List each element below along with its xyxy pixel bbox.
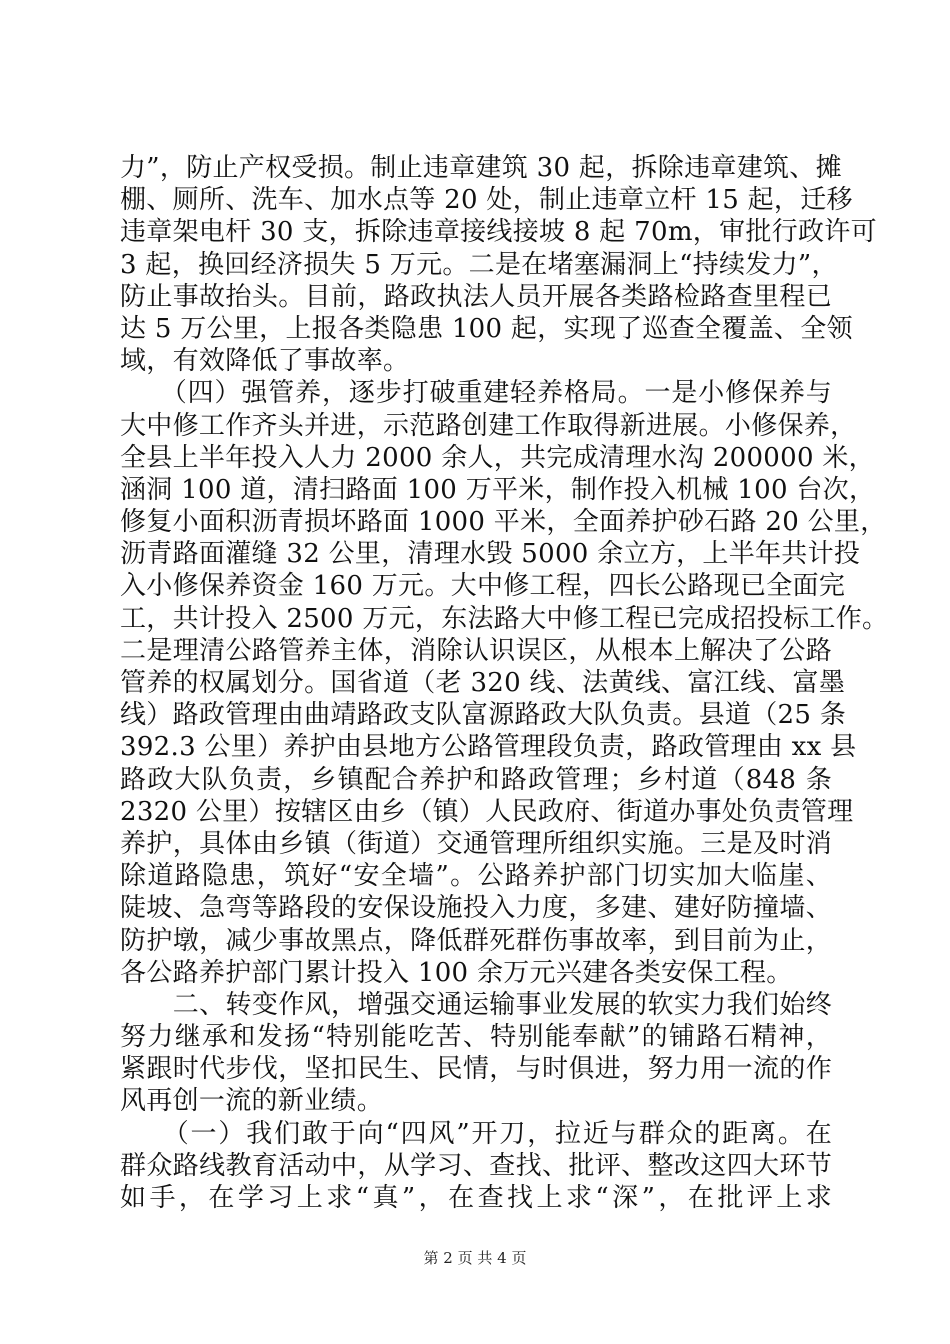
text-line: 沥青路面灌缝 32 公里，清理水毁 5000 余立方，上半年共计投 [120,539,861,570]
text-line: 除道路隐患，筑好“安全墙”。公路养护部门切实加大临崖、 [120,861,832,892]
text-line: 防护墩，减少事故黑点，降低群死群伤事故率，到目前为止， [120,925,832,956]
text-line: 涵洞 100 道，清扫路面 100 万平米，制作投入机械 100 台次， [120,474,876,505]
text-line: 入小修保养资金 160 万元。大中修工程，四长公路现已全面完 [120,571,846,602]
text-line: 达 5 万公里，上报各类隐患 100 起，实现了巡查全覆盖、全领 [120,313,853,344]
text-line: 养护，具体由乡镇（街道）交通管理所组织实施。三是及时消 [120,828,832,859]
text-line: （四）强管养，逐步打破重建轻养格局。一是小修保养与 [120,378,832,409]
body-text [120,152,889,1214]
text-line: 管养的权属划分。国省道（老 320 线、法黄线、富江线、富墨 [120,668,846,698]
text-line: 全县上半年投入人力 2000 余人，共完成清理水沟 200000 米， [120,442,875,473]
text-line: 各公路养护部门累计投入 100 余万元兴建各类安保工程。 [120,957,793,988]
text-line: 违章架电杆 30 支，拆除违章接线接坡 8 起 70m，审批行政许可 [120,217,877,248]
text-line: 大中修工作齐头并进，示范路创建工作取得新进展。小修保养， [120,410,857,441]
page-footer: 第 2 页 共 4 页 [423,1249,527,1267]
text-line: 3 起，换回经济损失 5 万元。二是在堵塞漏洞上“持续发力”， [120,249,838,280]
text-line: 力”，防止产权受损。制止违章建筑 30 起，拆除违章建筑、摊 [120,153,842,183]
text-line: 风再创一流的新业绩。 [120,1086,384,1117]
text-line: 紧跟时代步伐，坚扣民生、民情，与时俱进，努力用一流的作 [120,1054,832,1085]
text-line: 二、转变作风，增强交通运输事业发展的软实力我们始终 [120,989,832,1020]
text-line: 工，共计投入 2500 万元，东法路大中修工程已完成招投标工作。 [120,603,889,634]
text-line: 如手，在学习上求“真”，在查找上求“深”，在批评上求 [120,1183,832,1213]
text-line: 修复小面积沥青损坏路面 1000 平米，全面养护砂石路 20 公里， [120,507,887,538]
text-line: 392.3 公里）养护由县地方公路管理段负责，路政管理由 xx 县 [120,732,857,763]
text-line: 线）路政管理由曲靖路政支队富源路政大队负责。县道（25 条 [120,700,847,731]
text-line: 二是理清公路管养主体，消除认识误区，从根本上解决了公路 [120,635,832,666]
text-line: 努力继承和发扬“特别能吃苦、特别能奉献”的铺路石精神， [120,1022,832,1053]
text-line: 路政大队负责，乡镇配合养护和路政管理；乡村道（848 条 [120,764,832,795]
text-line: 棚、厕所、洗车、加水点等 20 处，制止违章立杆 15 起，迁移 [120,185,853,216]
text-line: （一）我们敢于向“四风”开刀，拉近与群众的距离。在 [120,1118,832,1149]
text-line: 防止事故抬头。目前，路政执法人员开展各类路检路查里程已 [120,281,832,312]
text-line: 2320 公里）按辖区由乡（镇）人民政府、街道办事处负责管理 [120,796,854,827]
text-line: 陡坡、急弯等路段的安保设施投入力度，多建、建好防撞墙、 [120,893,832,924]
text-line: 域，有效降低了事故率。 [120,346,410,377]
text-line: 群众路线教育活动中，从学习、查找、批评、整改这四大环节 [120,1150,832,1181]
